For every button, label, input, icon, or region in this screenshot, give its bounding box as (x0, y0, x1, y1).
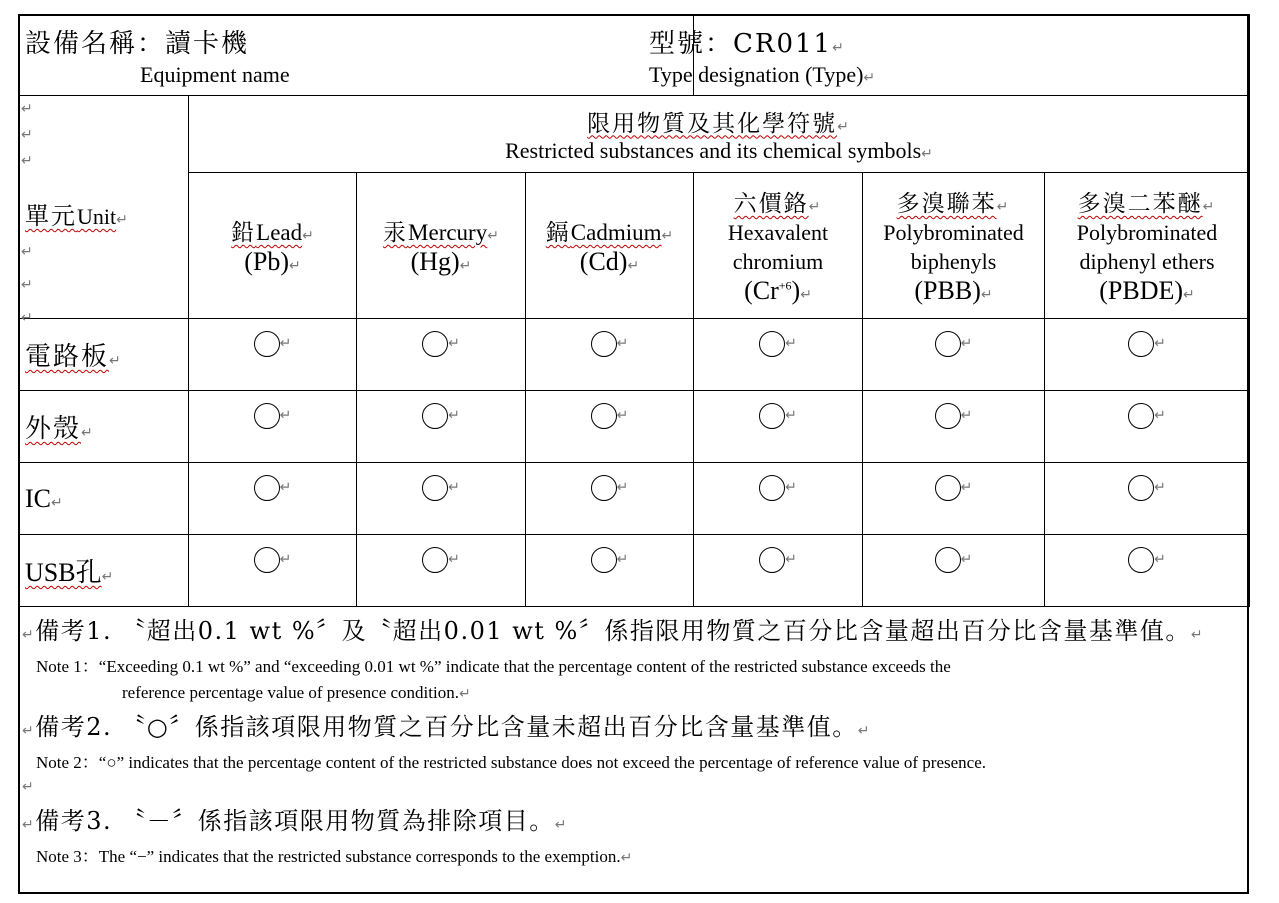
row-label: IC↵ (19, 463, 189, 535)
paragraph-mark-icon: ↵ (863, 70, 876, 86)
circle-icon (254, 475, 280, 501)
table-cell: ↵ (863, 319, 1045, 391)
substances-title-row (19, 96, 1250, 173)
table-cell: ↵ (1045, 463, 1250, 535)
note3-zh: 備考3. 〝－〞係指該項限用物質為排除項目。 (35, 807, 555, 835)
circle-icon (422, 403, 448, 429)
table-cell: ↵ (694, 391, 863, 463)
type-label-zh: 型號：CR011 (649, 29, 833, 59)
circle-icon (591, 403, 617, 429)
unit-header-cell: ↵ ↵ ↵ 單元Unit↵ ↵ ↵ ↵ (19, 96, 189, 319)
circle-icon (422, 331, 448, 357)
row-label: 電路板↵ (19, 319, 189, 391)
circle-icon (1128, 331, 1154, 357)
substances-title-en: Restricted substances and its chemical symbols (505, 137, 922, 163)
table-cell: ↵ (357, 535, 526, 607)
table-cell: ↵ (694, 463, 863, 535)
circle-icon (1128, 403, 1154, 429)
equipment-row (19, 15, 1250, 96)
table-row (19, 463, 1250, 535)
circle-icon (759, 547, 785, 573)
type-label-en: Type designation (Type) (649, 62, 864, 87)
paragraph-mark-icon: ↵ (116, 212, 128, 228)
table-row (19, 391, 1250, 463)
table-cell: ↵ (526, 319, 694, 391)
column-cadmium: 鎘Cadmium↵ (Cd)↵ (526, 173, 694, 319)
equipment-cell (19, 15, 694, 96)
equipment-label-en: Equipment name (140, 62, 290, 87)
column-mercury: 汞Mercury↵ (Hg)↵ (357, 173, 526, 319)
table-cell: ↵ (526, 391, 694, 463)
column-hexavalent-chromium: 六價鉻↵ Hexavalent chromium $(Cr^{+6})↵$ (694, 173, 863, 319)
rohs-table (18, 14, 1250, 607)
circle-icon (254, 403, 280, 429)
circle-icon (591, 547, 617, 573)
substance-columns-row (19, 173, 1250, 319)
table-cell: ↵ (189, 535, 357, 607)
note2-en: Note 2：“○” indicates that the percentage content of the restricted substance does not exceed the percentage of reference value of presence. (36, 753, 986, 772)
table-row (19, 319, 1250, 391)
table-cell: ↵ (863, 391, 1045, 463)
type-cell (649, 15, 1250, 96)
table-cell: ↵ (1045, 319, 1250, 391)
column-lead: 鉛Lead↵ (Pb)↵ (189, 173, 357, 319)
substances-title-zh: 限用物質及其化學符號 (587, 110, 838, 137)
table-cell: ↵ (863, 535, 1045, 607)
circle-icon (422, 547, 448, 573)
circle-icon (1128, 547, 1154, 573)
note3-en: Note 3：The “−” indicates that the restricted substance corresponds to the exemption. (36, 847, 621, 866)
circle-icon (935, 331, 961, 357)
circle-icon (935, 547, 961, 573)
note1-en: Note 1：“Exceeding 0.1 wt %” and “exceeding 0.01 wt %” indicate that the percentage content of the restricted substance exceeds the (36, 657, 951, 676)
unit-header-en: Unit (77, 204, 117, 229)
table-cell: ↵ (357, 463, 526, 535)
circle-icon (254, 331, 280, 357)
circle-icon (254, 547, 280, 573)
table-cell: ↵ (526, 463, 694, 535)
circle-icon (935, 403, 961, 429)
table-row (19, 535, 1250, 607)
table-cell: ↵ (1045, 391, 1250, 463)
note1-en-cont: reference percentage value of presence condition. (122, 683, 459, 702)
circle-icon (759, 403, 785, 429)
circle-icon (591, 475, 617, 501)
table-cell: ↵ (526, 535, 694, 607)
circle-icon (759, 331, 785, 357)
table-cell: ↵ (189, 319, 357, 391)
table-cell: ↵ (1045, 535, 1250, 607)
table-cell: ↵ (189, 391, 357, 463)
note1-zh: 備考1. 〝超出0.1 wt %〞及〝超出0.01 wt %〞係指限用物質之百分比含量超出百分比含量基準值。 (35, 617, 1191, 645)
table-cell: ↵ (863, 463, 1045, 535)
column-pbde: 多溴二苯醚↵ Polybrominated diphenyl ethers (PBDE)↵ (1045, 173, 1250, 319)
table-cell: ↵ (694, 535, 863, 607)
unit-header-zh: 單元 (25, 202, 77, 230)
table-cell: ↵ (694, 319, 863, 391)
row-label: 外殼↵ (19, 391, 189, 463)
paragraph-mark-icon: ↵ (832, 40, 844, 56)
note2-zh: 備考2. 〝○〞係指該項限用物質之百分比含量未超出百分比含量基準值。 (35, 713, 858, 741)
circle-icon (1128, 475, 1154, 501)
circle-icon (591, 331, 617, 357)
equipment-label-zh: 設備名稱：讀卡機 (25, 29, 250, 59)
circle-icon (935, 475, 961, 501)
substances-title-cell: 限用物質及其化學符號↵ Restricted substances and its chemical symbols↵ (189, 96, 1250, 173)
notes-section: ↵備考1. 〝超出0.1 wt %〞及〝超出0.01 wt %〞係指限用物質之百分比含量超出百分比含量基準值。↵ Note 1：“Exceeding 0.1 wt %” and “exceeding 0.01 wt %” indicate that the percentage content of the restricted substance exceeds the reference percentage value of presence condition.↵ ↵備考2. 〝○〞係指該項限用物質之百分比含量未超出百分比含量基準值。↵ Note 2：“○” indicates that the percentage content of the restricted substance does not exceed the percentage of reference value of presence. ↵ ↵備考3. 〝－〞係指該項限用物質為排除項目。↵ Note 3：The “−” indicates that the restricted substance corresponds to the exemption.↵ (22, 617, 1205, 866)
circle-icon (422, 475, 448, 501)
unit-header (25, 196, 128, 231)
circle-icon (759, 475, 785, 501)
table-cell: ↵ (357, 391, 526, 463)
table-cell: ↵ (357, 319, 526, 391)
column-pbb: 多溴聯苯↵ Polybrominated biphenyls (PBB)↵ (863, 173, 1045, 319)
row-label: USB孔↵ (19, 535, 189, 607)
table-cell: ↵ (189, 463, 357, 535)
